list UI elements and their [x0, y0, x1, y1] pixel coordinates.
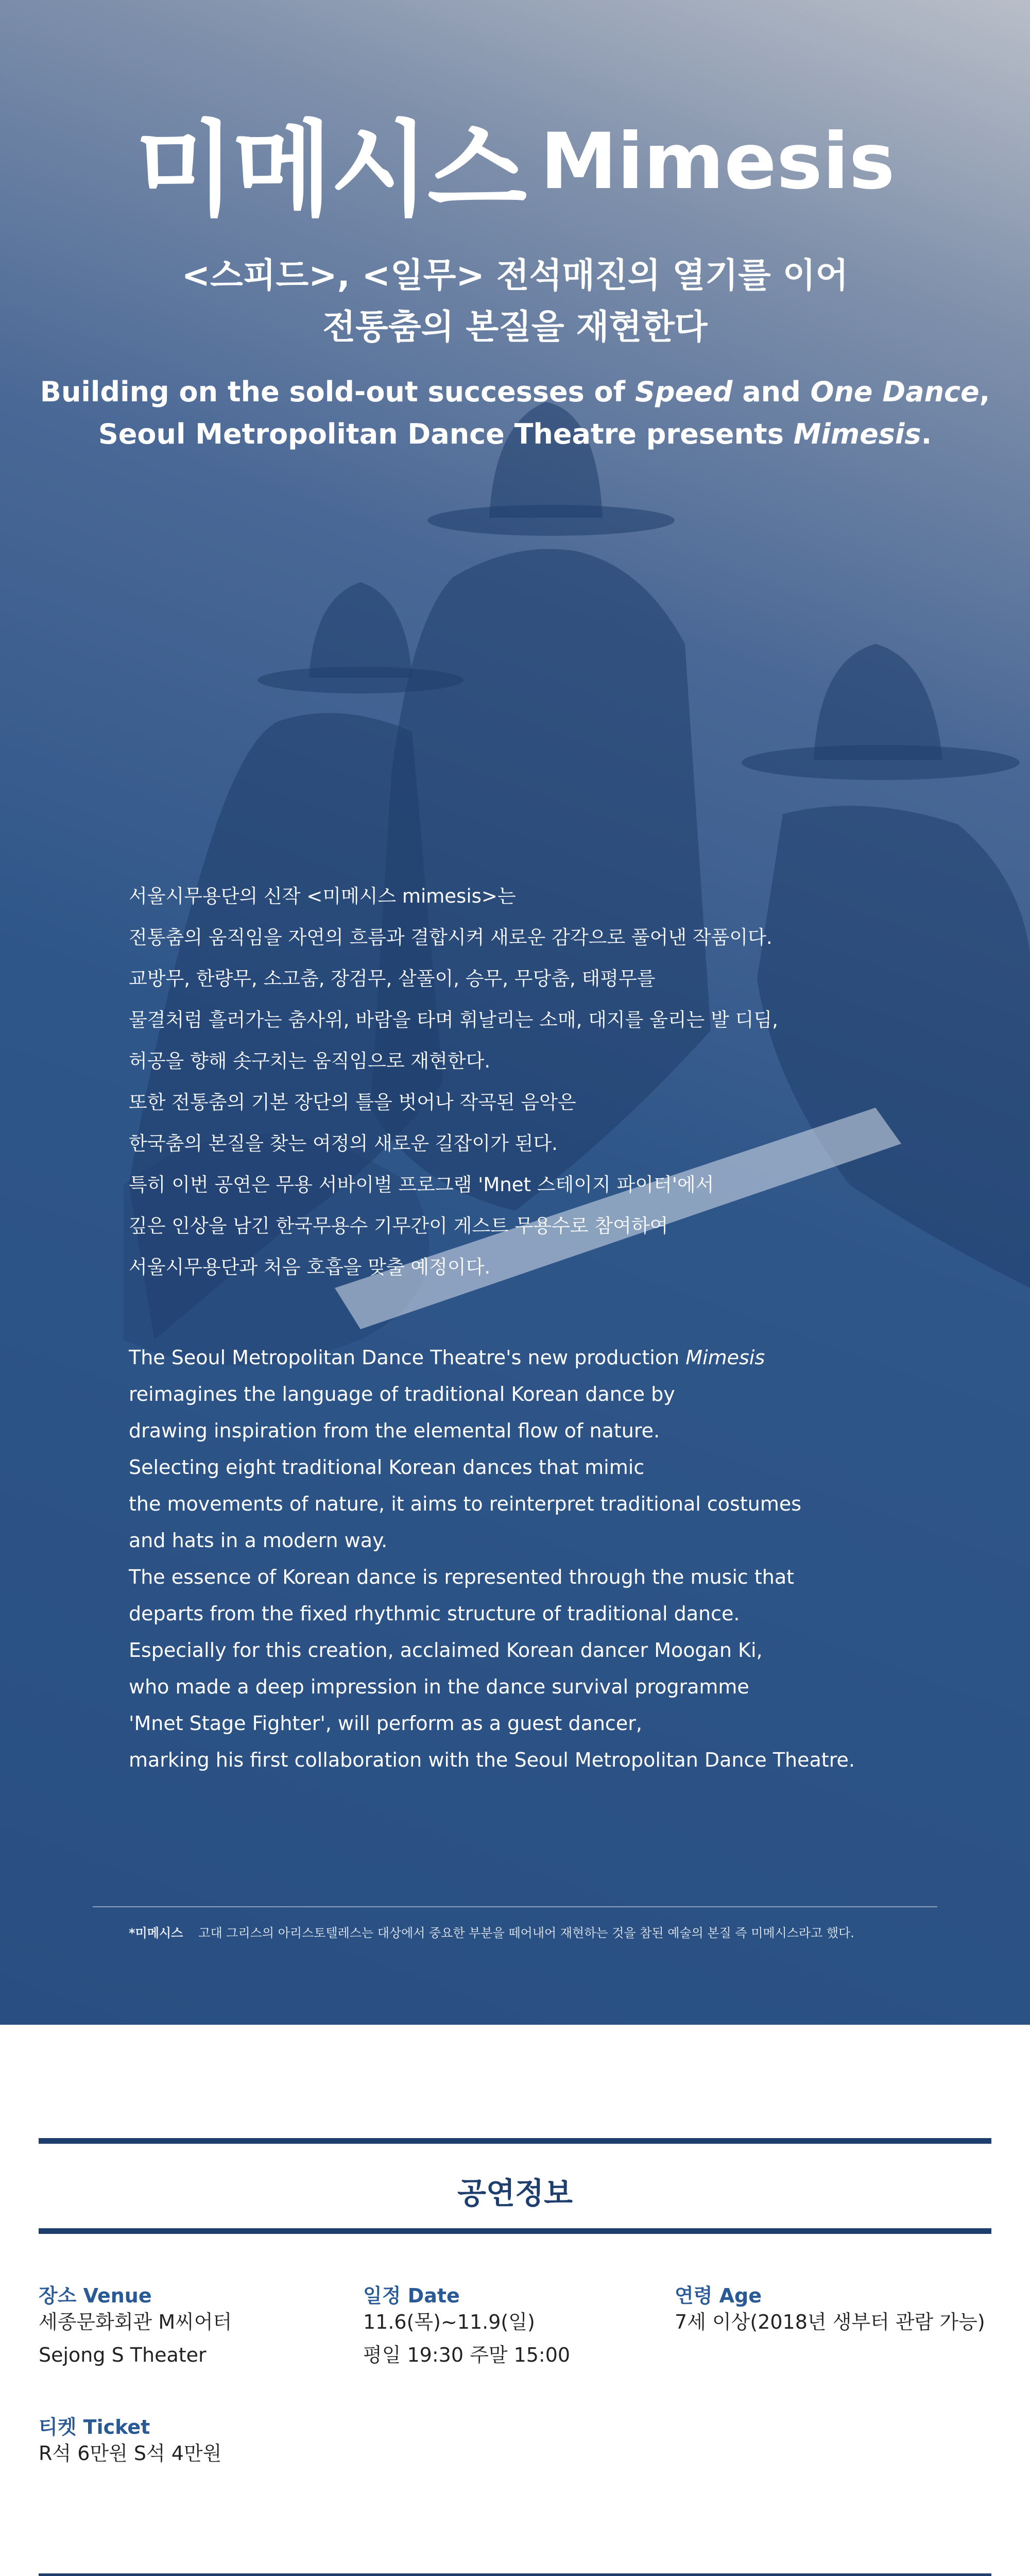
- description-korean: [129, 876, 953, 1288]
- paragraph-line: 교방무, 한량무, 소고춤, 장검무, 살풀이, 승무, 무당춤, 태평무를: [129, 968, 656, 990]
- date-range: 11.6(목)~11.9(일): [363, 2311, 535, 2333]
- paragraph-line: 전통춤의 움직임을 자연의 흐름과 결합시켜 새로운 감각으로 풀어낸 작품이다.: [129, 926, 772, 948]
- subtitle-english: [0, 371, 1030, 455]
- paragraph-line: drawing inspiration from the elemental flow of nature.: [129, 1419, 660, 1442]
- italic-title: One Dance: [810, 376, 980, 408]
- paragraph-line: 한국춤의 본질을 찾는 여정의 새로운 길잡이가 된다.: [129, 1132, 558, 1155]
- subtitle-kr-line: 전통춤의 본질을 재현한다: [322, 307, 708, 347]
- paragraph-line: 허공을 향해 솟구치는 움직임으로 재현한다.: [129, 1050, 491, 1072]
- subtitle-en-line: [0, 371, 1030, 413]
- italic-title: Mimesis: [793, 418, 921, 450]
- credits-top-rule: [39, 2573, 991, 2576]
- italic-title: Speed: [634, 376, 733, 408]
- paragraph-line: The essence of Korean dance is represented through the music that: [129, 1566, 795, 1588]
- page-title: [0, 88, 1030, 235]
- title-english: Mimesis: [540, 116, 895, 207]
- paragraph-line: reimagines the language of traditional Korean dance by: [129, 1383, 675, 1405]
- paragraph-line: 서울시무용단과 처음 호흡을 맞출 예정이다.: [129, 1256, 491, 1278]
- footnote-label: *미메시스: [129, 1926, 183, 1940]
- subtitle-en-line: [0, 413, 1030, 455]
- date-label: 일정 Date: [363, 2284, 460, 2307]
- paragraph-line: 특히 이번 공연은 무용 서바이벌 프로그램 'Mnet 스테이지 파이터'에서: [129, 1174, 714, 1196]
- text: ,: [979, 376, 990, 408]
- venue-value: [39, 2306, 232, 2371]
- venue-label: 장소 Venue: [39, 2284, 152, 2307]
- footnote: [129, 1923, 953, 1941]
- paragraph-line: 물결처럼 흘러가는 춤사위, 바람을 타며 휘날리는 소매, 대지를 울리는 발 디딤,: [129, 1009, 778, 1031]
- age-value: 7세 이상(2018년 생부터 관람 가능): [675, 2311, 985, 2333]
- footnote-text: 고대 그리스의 아리스토텔레스는 대상에서 중요한 부분을 떼어내어 재현하는 것을 참된 예술의 본질 즉 미메시스라고 했다.: [198, 1926, 854, 1940]
- paragraph-line: departs from the fixed rhythmic structure of traditional dance.: [129, 1602, 740, 1625]
- ticket-value: R석 6만원 S석 4만원: [39, 2442, 222, 2465]
- info-title: 공연정보: [457, 2176, 573, 2211]
- subtitle-kr-line: <스피드>, <일무> 전석매진의 열기를 이어: [181, 256, 849, 295]
- date-value: [363, 2306, 570, 2371]
- paragraph-line: 서울시무용단의 신작 <미메시스 mimesis>는: [129, 885, 516, 907]
- paragraph-line: [129, 1340, 953, 1376]
- paragraph-line: Selecting eight traditional Korean dances that mimic: [129, 1456, 645, 1479]
- ticket-label: 티켓 Ticket: [39, 2416, 150, 2438]
- info-top-rule: [39, 2138, 991, 2144]
- venue-name-kr: 세종문화회관 M씨어터: [39, 2311, 232, 2333]
- paragraph-line: 'Mnet Stage Fighter', will perform as a guest dancer,: [129, 1712, 642, 1735]
- subtitle-korean: [0, 250, 1030, 353]
- text: The Seoul Metropolitan Dance Theatre's new production: [129, 1346, 686, 1369]
- paragraph-line: 또한 전통춤의 기본 장단의 틀을 벗어나 작곡된 음악은: [129, 1091, 576, 1113]
- title-korean: 미메시스: [135, 110, 525, 230]
- paragraph-line: who made a deep impression in the dance survival programme: [129, 1675, 749, 1698]
- text: Building on the sold-out successes of: [40, 376, 635, 408]
- paragraph-line: marking his first collaboration with the Seoul Metropolitan Dance Theatre.: [129, 1749, 855, 1771]
- paragraph-line: Especially for this creation, acclaimed Korean dancer Moogan Ki,: [129, 1639, 763, 1662]
- paragraph-line: 깊은 인상을 남긴 한국무용수 기무간이 게스트 무용수로 참여하여: [129, 1215, 668, 1237]
- venue-name-en: Sejong S Theater: [39, 2344, 207, 2366]
- description-english: [129, 1340, 953, 1778]
- paragraph-line: the movements of nature, it aims to reinterpret traditional costumes: [129, 1493, 802, 1515]
- text: .: [921, 418, 932, 450]
- show-times: 평일 19:30 주말 15:00: [363, 2344, 571, 2366]
- divider: [93, 1906, 937, 1907]
- italic-title: Mimesis: [685, 1346, 765, 1369]
- age-label: 연령 Age: [675, 2284, 762, 2307]
- info-bottom-rule: [39, 2228, 991, 2234]
- paragraph-line: and hats in a modern way.: [129, 1529, 388, 1552]
- text: Seoul Metropolitan Dance Theatre presents: [98, 418, 794, 450]
- text: and: [732, 376, 811, 408]
